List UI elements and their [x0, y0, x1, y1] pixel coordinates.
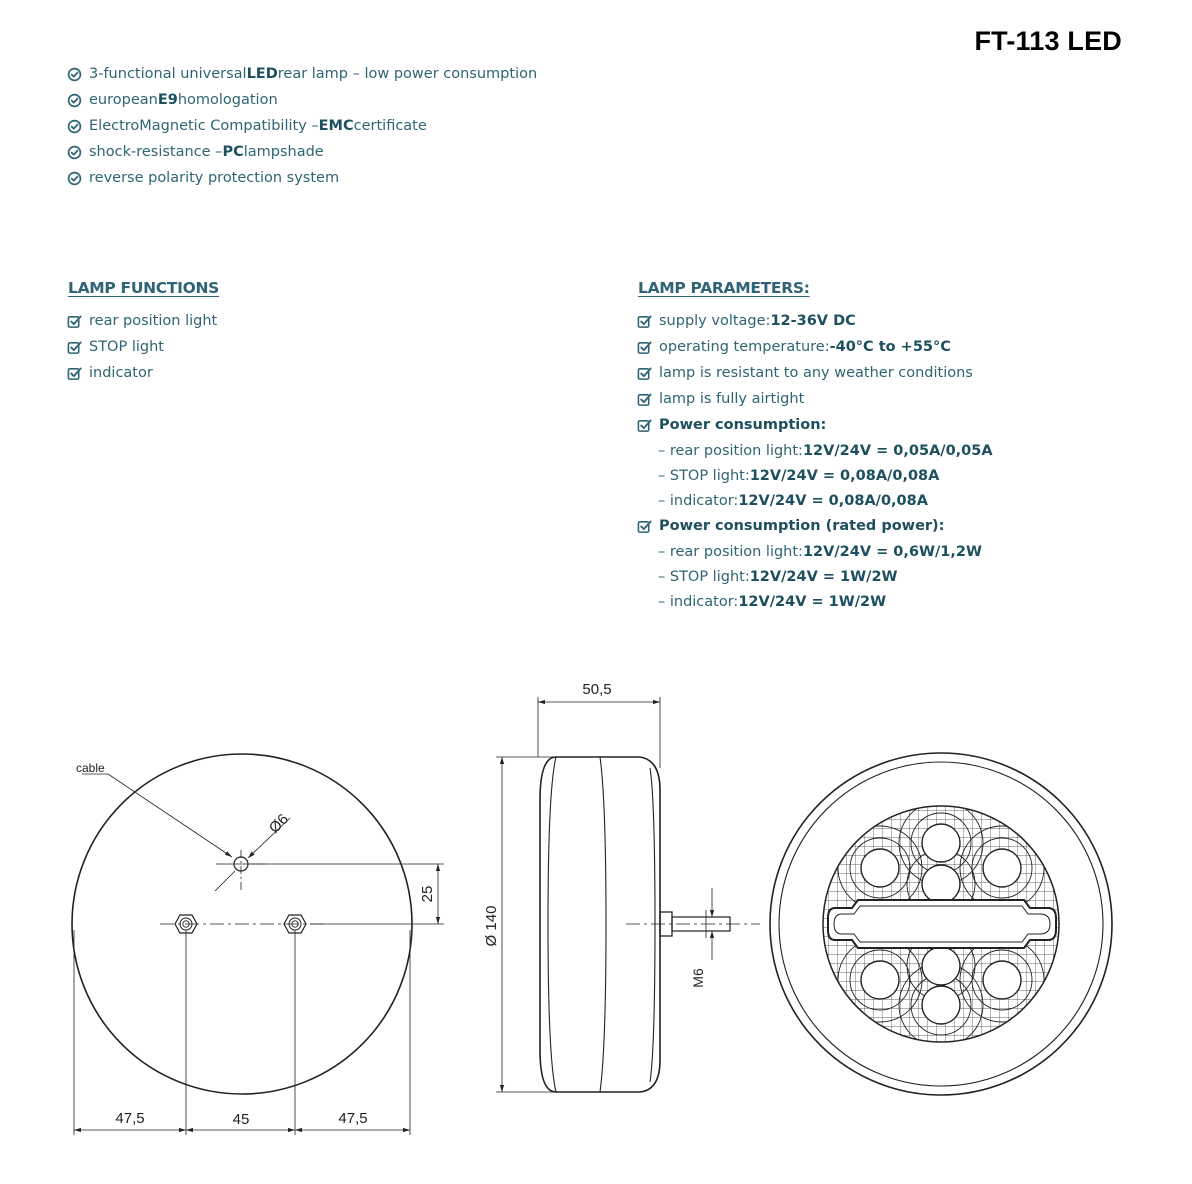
feature-item — [67, 87, 537, 113]
checkbox-icon — [637, 366, 652, 381]
technical-drawing — [0, 640, 1192, 1184]
param-rated-title — [637, 513, 993, 539]
lamp-parameters-heading: LAMP PARAMETERS: — [638, 279, 810, 297]
rated-value: 12V/24V = 0,6W/1,2W — [802, 543, 982, 560]
rated-label: – rear position light: — [658, 543, 803, 560]
checkbox-icon — [637, 519, 652, 534]
power-value: 12V/24V = 0,05A/0,05A — [802, 442, 993, 459]
rated-row — [637, 589, 993, 614]
power-row — [637, 463, 993, 488]
function-item — [67, 360, 217, 386]
param-label: supply voltage: — [659, 313, 771, 329]
feature-pre: european — [89, 92, 158, 108]
checkbox-icon — [637, 314, 652, 329]
feature-bold: LED — [246, 66, 278, 82]
feature-post: certificate — [353, 118, 427, 134]
param-label: lamp is resistant to any weather conditions — [659, 365, 973, 381]
front-view — [770, 753, 1112, 1095]
param-heading: Power consumption: — [659, 417, 827, 433]
function-label: indicator — [89, 365, 153, 381]
power-label: – STOP light: — [658, 467, 750, 484]
param-value: -40°C to +55°C — [829, 339, 951, 355]
dim-mid-label: 45 — [232, 1111, 250, 1128]
dim-dia140-label: Ø 140 — [483, 905, 500, 947]
circle-check-icon — [67, 119, 82, 134]
dia6-label: Ø6 — [265, 810, 292, 837]
param-temp — [637, 334, 993, 360]
rated-value: 12V/24V = 1W/2W — [749, 568, 898, 585]
rated-row — [637, 539, 993, 564]
functions-list — [67, 308, 217, 386]
dim-right-label: 47,5 — [338, 1110, 368, 1127]
feature-pre: shock-resistance – — [89, 144, 223, 160]
function-item — [67, 334, 217, 360]
feature-item — [67, 61, 537, 87]
feature-item — [67, 113, 537, 139]
dim-25-label: 25 — [419, 885, 436, 903]
function-label: STOP light — [89, 339, 164, 355]
checkbox-icon — [67, 340, 82, 355]
feature-post: homologation — [177, 92, 278, 108]
thread-label: M6 — [690, 968, 706, 988]
feature-bold: EMC — [318, 118, 354, 134]
circle-check-icon — [67, 145, 82, 160]
param-power-title — [637, 412, 993, 438]
circle-check-icon — [67, 67, 82, 82]
param-label: operating temperature: — [659, 339, 830, 355]
checkbox-icon — [67, 314, 82, 329]
lamp-body-outline — [540, 757, 660, 1092]
checkbox-icon — [67, 366, 82, 381]
feature-post: lampshade — [243, 144, 324, 160]
rated-row — [637, 564, 993, 589]
checkbox-icon — [637, 340, 652, 355]
param-airtight — [637, 386, 993, 412]
feature-list — [67, 61, 537, 191]
circle-check-icon — [67, 171, 82, 186]
rated-label: – indicator: — [658, 593, 739, 610]
dim-left-label: 47,5 — [115, 1110, 145, 1127]
param-weather — [637, 360, 993, 386]
side-view — [496, 697, 760, 1092]
rear-view — [72, 754, 444, 1135]
feature-pre: ElectroMagnetic Compatibility – — [89, 118, 319, 134]
function-item — [67, 308, 217, 334]
rated-label: – STOP light: — [658, 568, 750, 585]
power-row — [637, 438, 993, 463]
rated-value: 12V/24V = 1W/2W — [738, 593, 887, 610]
param-label: lamp is fully airtight — [659, 391, 805, 407]
parameters-list — [637, 308, 993, 614]
power-value: 12V/24V = 0,08A/0,08A — [749, 467, 940, 484]
checkbox-icon — [637, 418, 652, 433]
power-value: 12V/24V = 0,08A/0,08A — [738, 492, 928, 509]
dim-depth-label: 50,5 — [582, 681, 612, 698]
product-title: FT-113 LED — [974, 26, 1122, 56]
lamp-functions-heading: LAMP FUNCTIONS — [68, 279, 220, 297]
feature-post: rear lamp – low power consumption — [277, 66, 538, 82]
feature-pre: 3-functional universal — [89, 66, 247, 82]
power-row — [637, 488, 993, 513]
power-label: – indicator: — [658, 492, 739, 509]
feature-item — [67, 139, 537, 165]
param-heading: Power consumption (rated power): — [659, 518, 945, 534]
feature-bold: PC — [222, 144, 244, 160]
function-label: rear position light — [89, 313, 218, 329]
power-label: – rear position light: — [658, 442, 803, 459]
feature-bold: E9 — [157, 92, 178, 108]
indicator-bar — [828, 900, 1056, 948]
circle-check-icon — [67, 93, 82, 108]
cable-label: cable — [76, 761, 105, 775]
feature-item — [67, 165, 537, 191]
checkbox-icon — [637, 392, 652, 407]
feature-pre: reverse polarity protection system — [89, 170, 340, 186]
param-value: 12-36V DC — [770, 313, 856, 329]
param-supply — [637, 308, 993, 334]
